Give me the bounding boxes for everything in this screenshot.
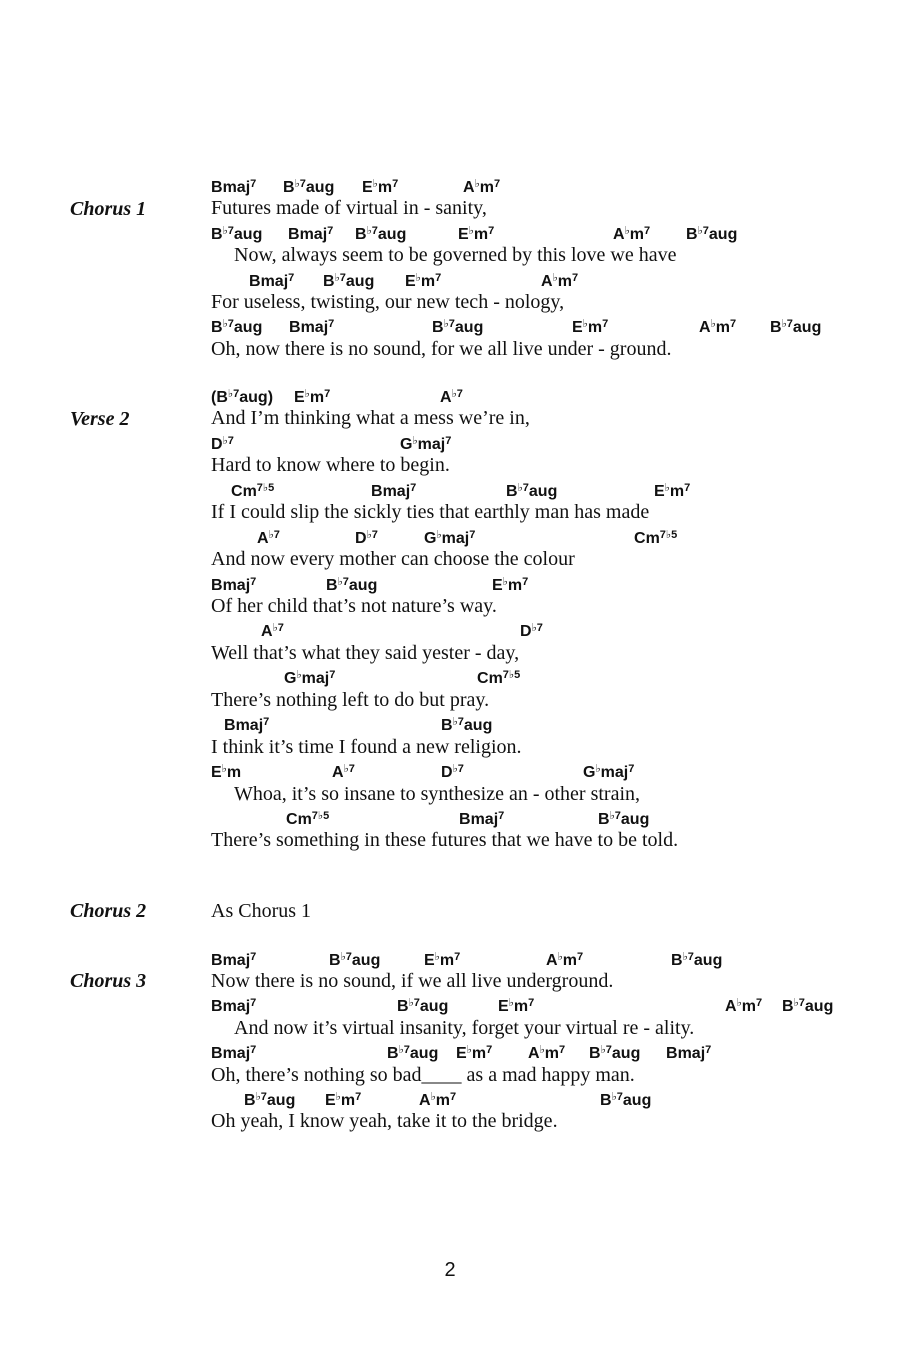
chord: G♭maj$^7$ bbox=[583, 763, 635, 781]
section-label-verse-2: Verse 2 bbox=[70, 408, 130, 430]
chord: $A^♭m^7$ bbox=[419, 1091, 457, 1109]
chord: $B^{♭7}aug$ bbox=[598, 810, 650, 828]
chord: G♭maj$^7$ bbox=[400, 435, 452, 453]
chord: Bmaj$^7$ bbox=[211, 576, 257, 594]
chord: $B^{♭7}aug$ bbox=[387, 1044, 439, 1062]
chord: $D^{♭7}$ bbox=[441, 763, 464, 781]
chord: $(B^{♭7}aug)$ bbox=[211, 388, 274, 406]
chord: $E^♭m^7$ bbox=[362, 178, 399, 196]
lyric-line: Now, always seem to be governed by this love we have bbox=[234, 244, 677, 266]
chord: $A^{♭7}$ bbox=[257, 529, 280, 547]
chord: Bmaj$^7$ bbox=[288, 225, 334, 243]
chord: $E^♭m^7$ bbox=[458, 225, 495, 243]
chord: Bmaj$^7$ bbox=[249, 272, 295, 290]
chord: $A^♭m^7$ bbox=[463, 178, 501, 196]
chord: $B^{♭7}aug$ bbox=[506, 482, 558, 500]
chord: $E^♭m^7$ bbox=[405, 272, 442, 290]
chord: Bmaj$^7$ bbox=[459, 810, 505, 828]
chord: Bmaj$^7$ bbox=[224, 716, 270, 734]
lyric-line: Whoa, it’s so insane to synthesize an - other strain, bbox=[234, 783, 641, 805]
chord: $A^♭m^7$ bbox=[541, 272, 579, 290]
chord: E♭m bbox=[211, 763, 242, 781]
lyric-line: I think it’s time I found a new religion. bbox=[211, 736, 522, 758]
chord: $E^♭m^7$ bbox=[325, 1091, 362, 1109]
chord: $B^{♭7}aug$ bbox=[211, 225, 263, 243]
chord: Bmaj$^7$ bbox=[211, 997, 257, 1015]
chord: Bmaj$^7$ bbox=[371, 482, 417, 500]
chord: $B^{♭7}aug$ bbox=[589, 1044, 641, 1062]
chord: $Cm^{7♭5}$ bbox=[231, 482, 275, 500]
chord: Bmaj$^7$ bbox=[211, 1044, 257, 1062]
chord: $B^{♭7}aug$ bbox=[326, 576, 378, 594]
chord: $E^♭m^7$ bbox=[498, 997, 535, 1015]
chord: G♭maj$^7$ bbox=[424, 529, 476, 547]
lyric-line: Now there is no sound, if we all live underground. bbox=[211, 970, 614, 992]
chord: $B^{♭7}aug$ bbox=[283, 178, 335, 196]
chord: $A^{♭7}$ bbox=[332, 763, 355, 781]
chord: $B^{♭7}aug$ bbox=[432, 318, 484, 336]
chord: Bmaj$^7$ bbox=[211, 178, 257, 196]
chord: Bmaj$^7$ bbox=[666, 1044, 712, 1062]
lyric-line: Oh, now there is no sound, for we all live under - ground. bbox=[211, 338, 672, 360]
chord: $A^♭m^7$ bbox=[546, 951, 584, 969]
chord: $A^♭m^7$ bbox=[725, 997, 763, 1015]
chord: $Cm^{7♭5}$ bbox=[286, 810, 330, 828]
chord: $B^{♭7}aug$ bbox=[686, 225, 738, 243]
chord: $A^{♭7}$ bbox=[261, 622, 284, 640]
chord: $B^{♭7}aug$ bbox=[397, 997, 449, 1015]
chord: $A^♭m^7$ bbox=[528, 1044, 566, 1062]
chord: $B^{♭7}aug$ bbox=[600, 1091, 652, 1109]
chord: Bmaj$^7$ bbox=[289, 318, 335, 336]
chord: $E^♭m^7$ bbox=[294, 388, 331, 406]
chord: $B^{♭7}aug$ bbox=[323, 272, 375, 290]
chord: $B^{♭7}aug$ bbox=[211, 318, 263, 336]
chord: $A^{♭7}$ bbox=[440, 388, 463, 406]
chord: $D^{♭7}$ bbox=[211, 435, 234, 453]
section-label-chorus-3: Chorus 3 bbox=[70, 970, 147, 992]
chord: $E^♭m^7$ bbox=[424, 951, 461, 969]
chord: Bmaj$^7$ bbox=[211, 951, 257, 969]
lyric-line: For useless, twisting, our new tech - nology, bbox=[211, 291, 565, 313]
lyric-line: As Chorus 1 bbox=[211, 900, 312, 922]
lyric-line: Hard to know where to begin. bbox=[211, 454, 450, 476]
lyric-line: There’s something in these futures that we have to be told. bbox=[211, 829, 679, 851]
chord: $E^♭m^7$ bbox=[492, 576, 529, 594]
chord: G♭maj$^7$ bbox=[284, 669, 336, 687]
chord: $Cm^{7♭5}$ bbox=[477, 669, 521, 687]
section-label-chorus-1: Chorus 1 bbox=[70, 198, 147, 220]
chord: $E^♭m^7$ bbox=[572, 318, 609, 336]
chord: $E^♭m^7$ bbox=[654, 482, 691, 500]
chord: $B^{♭7}aug$ bbox=[441, 716, 493, 734]
section-label-chorus-2: Chorus 2 bbox=[70, 900, 147, 922]
chord: $B^{♭7}aug$ bbox=[770, 318, 822, 336]
lyric-line: There’s nothing left to do but pray. bbox=[211, 689, 490, 711]
chord: $B^{♭7}aug$ bbox=[355, 225, 407, 243]
chord: $B^{♭7}aug$ bbox=[244, 1091, 296, 1109]
chord: $A^♭m^7$ bbox=[699, 318, 737, 336]
page-number: 2 bbox=[444, 1259, 456, 1281]
lyric-line: Futures made of virtual in - sanity, bbox=[211, 197, 487, 219]
lyric-line: Of her child that’s not nature’s way. bbox=[211, 595, 497, 617]
lyric-line: Oh yeah, I know yeah, take it to the bridge. bbox=[211, 1110, 558, 1132]
chord: $D^{♭7}$ bbox=[520, 622, 543, 640]
lyric-line: And now it’s virtual insanity, forget your virtual re - ality. bbox=[234, 1017, 695, 1039]
chord: $E^♭m^7$ bbox=[456, 1044, 493, 1062]
lyric-line: Well that’s what they said yester - day, bbox=[211, 642, 520, 664]
chord: $Cm^{7♭5}$ bbox=[634, 529, 678, 547]
lyric-line: And I’m thinking what a mess we’re in, bbox=[211, 407, 530, 429]
chord: $D^{♭7}$ bbox=[355, 529, 378, 547]
lyric-line: Oh, there’s nothing so bad____ as a mad happy man. bbox=[211, 1064, 635, 1086]
lyric-line: If I could slip the sickly ties that earthly man has made bbox=[211, 501, 650, 523]
chord: $A^♭m^7$ bbox=[613, 225, 651, 243]
lyric-line: And now every mother can choose the colour bbox=[211, 548, 575, 570]
chord: $B^{♭7}aug$ bbox=[671, 951, 723, 969]
chord: $B^{♭7}aug$ bbox=[782, 997, 834, 1015]
chord: $B^{♭7}aug$ bbox=[329, 951, 381, 969]
